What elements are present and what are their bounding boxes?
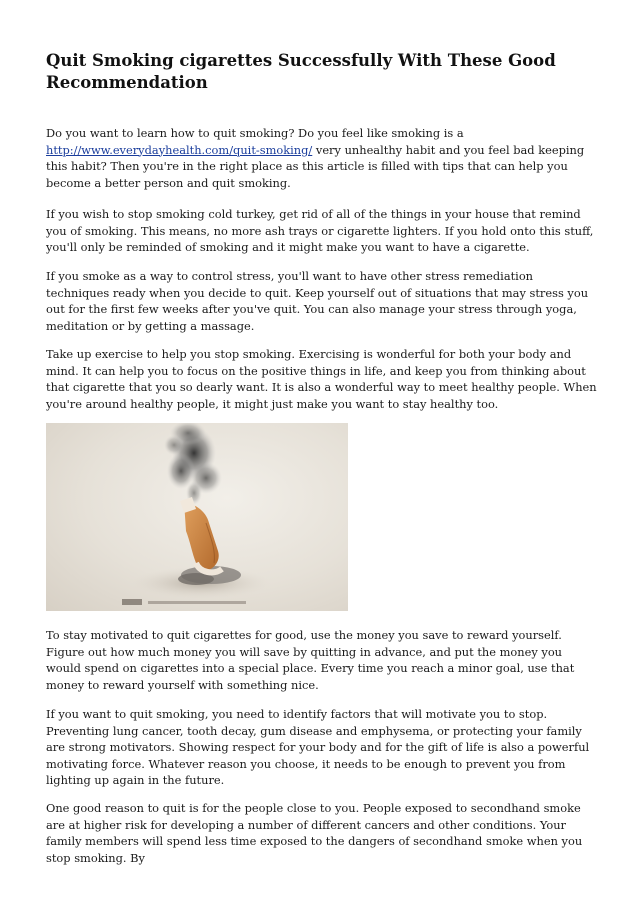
paragraph-motivation: If you want to quit smoking, you need to identify factors that will motivate you to stop. Preventing lung cancer, tooth decay, gum disease and emphysema, or protecting your family are strong motivators. Showing respect for your body and for the gift of life is also a powerful motivating force. Whatever reason you choose, it needs to be enough to prevent you from lighting up again in the future. — [46, 707, 590, 787]
paragraph-cold-turkey: If you wish to stop smoking cold turkey, get rid of all of the things in your house that remind you of smoking. This means, no more ash trays or cigarette lighters. If you hold onto this stuff, you'll only be reminded of smoking and it might make you want to have a cigarette. — [46, 207, 594, 254]
article-title: Quit Smoking cigarettes Successfully With These Good Recommendation — [46, 51, 556, 92]
paragraph-intro — [46, 125, 598, 191]
paragraph-secondhand: One good reason to quit is for the people close to you. People exposed to secondhand smoke are at higher risk for developing a number of different cancers and other conditions. Your family members will spend less time exposed to the dangers of secondhand smoke when you stop smoking. By — [46, 801, 583, 865]
paragraph-reward: To stay motivated to quit cigarettes for good, use the money you save to reward yourself. Figure out how much money you will save by quitting in advance, and put the money you would spend on cigarettes into a special place. Every time you reach a minor goal, use that money to reward yourself with something nice. — [46, 628, 575, 692]
everydayhealth-link[interactable]: http://www.everydayhealth.com/quit-smoking/ — [46, 142, 313, 157]
paragraph-stress: If you smoke as a way to control stress, you'll want to have other stress remediation techniques ready when you decide to quit. Keep yourself out of situations that may stress you out for the first few weeks after you've quit. You can also manage your stress through yoga, meditation or by getting a massage. — [46, 269, 589, 333]
cigarette-photo — [46, 423, 348, 611]
paragraph-intro-before: Do you want to learn how to quit smoking? Do you feel like smoking is a — [46, 126, 464, 140]
paragraph-exercise: Take up exercise to help you stop smoking. Exercising is wonderful for both your body and mind. It can help you to focus on the positive things in life, and keep you from thinking about that cigarette that you so dearly want. It is also a wonderful way to meet healthy people. When you're around healthy people, it might just make you want to stay healthy too. — [46, 347, 597, 411]
paragraph-intro-after: very unhealthy habit and you feel bad keeping this habit? Then you're in the right place as this article is filled with tips that can help you become a better person and quit smoking. — [46, 142, 585, 190]
crushed-cigarette-illustration — [46, 423, 348, 611]
